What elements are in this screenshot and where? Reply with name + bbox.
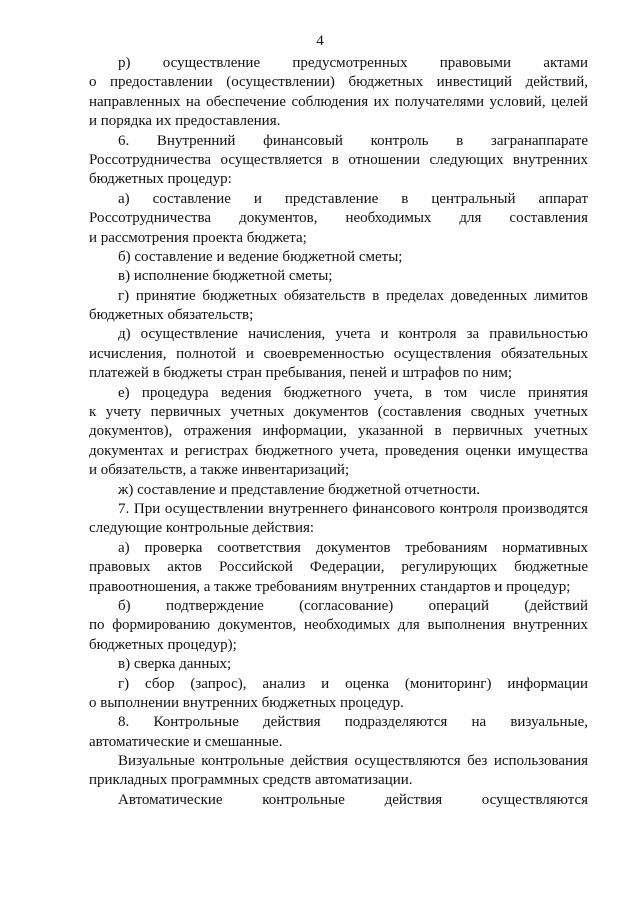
text-line: платежей в бюджеты стран пребывания, пеней и штрафов по ним; xyxy=(89,365,512,382)
text-line: в) сверка данных; xyxy=(118,656,232,673)
text-line: о выполнении внутренних бюджетных процедур. xyxy=(89,694,404,711)
text-line: в) исполнение бюджетной сметы; xyxy=(118,268,333,285)
text-line: следующие контрольные действия: xyxy=(89,520,315,537)
page-number: 4 xyxy=(316,33,324,49)
text-line: Россотрудничества документов, необходимых для составления xyxy=(89,210,588,227)
text-line: бюджетных процедур); xyxy=(89,636,237,653)
text-line: по формированию документов, необходимых для выполнения внутренних xyxy=(89,617,588,634)
text-line: б) подтверждение (согласование) операций (действий xyxy=(118,597,588,614)
paragraph xyxy=(89,539,588,597)
paragraph xyxy=(89,248,588,267)
text-line: р) осуществление предусмотренных правовыми актами xyxy=(118,55,588,71)
paragraph xyxy=(89,267,588,286)
paragraph xyxy=(89,384,588,481)
text-line: прикладных программных средств автоматизации. xyxy=(89,772,413,789)
text-line: а) составление и представление в центральный аппарат xyxy=(118,190,588,207)
text-line: бюджетных процедур: xyxy=(89,171,232,188)
paragraph xyxy=(89,132,588,190)
text-line: Россотрудничества осуществляется в отношении следующих внутренних xyxy=(89,151,588,168)
text-line: 7. При осуществлении внутреннего финансового контроля производятся xyxy=(118,500,588,517)
paragraph xyxy=(89,481,588,500)
paragraph xyxy=(89,655,588,674)
paragraph xyxy=(89,54,588,132)
text-line: правовых актов Российской Федерации, регулирующих бюджетные xyxy=(89,559,588,576)
text-line: Визуальные контрольные действия осуществляются без использования xyxy=(118,753,588,770)
text-line: документах и регистрах бюджетного учета, проведения оценки имущества xyxy=(89,442,588,459)
text-line: правоотношения, а также требованиям внутренних стандартов и процедур; xyxy=(89,578,571,595)
paragraph xyxy=(89,597,588,655)
text-line: 8. Контрольные действия подразделяются на визуальные, xyxy=(118,714,588,731)
paragraph xyxy=(89,713,588,752)
text-line: 6. Внутренний финансовый контроль в загранаппарате xyxy=(118,132,588,149)
document-body xyxy=(89,54,588,810)
text-line: исчисления, полнотой и своевременностью осуществления обязательных xyxy=(89,345,588,362)
paragraph xyxy=(89,325,588,383)
text-line: о предоставлении (осуществлении) бюджетных инвестиций действий, xyxy=(89,74,588,91)
text-line: бюджетных обязательств; xyxy=(89,307,254,324)
text-line: и обязательств, а также инвентаризаций; xyxy=(89,462,350,479)
text-line: а) проверка соответствия документов требованиям нормативных xyxy=(118,539,588,556)
paragraph xyxy=(89,675,588,714)
paragraph xyxy=(89,752,588,791)
text-line: и порядка их предоставления. xyxy=(89,113,281,130)
text-line: ж) составление и представление бюджетной отчетности. xyxy=(118,481,481,498)
text-line: д) осуществление начисления, учета и контроля за правильностью xyxy=(118,326,588,343)
text-line: е) процедура ведения бюджетного учета, в том числе принятия xyxy=(118,384,588,401)
text-line: автоматические и смешанные. xyxy=(89,733,283,750)
text-line: направленных на обеспечение соблюдения их получателями условий, целей xyxy=(89,93,588,110)
text-line: Автоматические контрольные действия осуществляются xyxy=(118,791,588,808)
text-line: б) составление и ведение бюджетной сметы; xyxy=(118,248,403,265)
text-line: документов), отражения информации, указанной в первичных учетных xyxy=(89,423,588,440)
text-line: к учету первичных учетных документов (составления сводных учетных xyxy=(89,404,588,421)
text-line: г) сбор (запрос), анализ и оценка (мониторинг) информации xyxy=(118,675,588,692)
paragraph xyxy=(89,500,588,539)
text-line: г) принятие бюджетных обязательств в пределах доведенных лимитов xyxy=(118,287,588,304)
paragraph xyxy=(89,287,588,326)
text-line: и рассмотрения проекта бюджета; xyxy=(89,229,307,246)
paragraph xyxy=(89,791,588,810)
paragraph xyxy=(89,190,588,248)
